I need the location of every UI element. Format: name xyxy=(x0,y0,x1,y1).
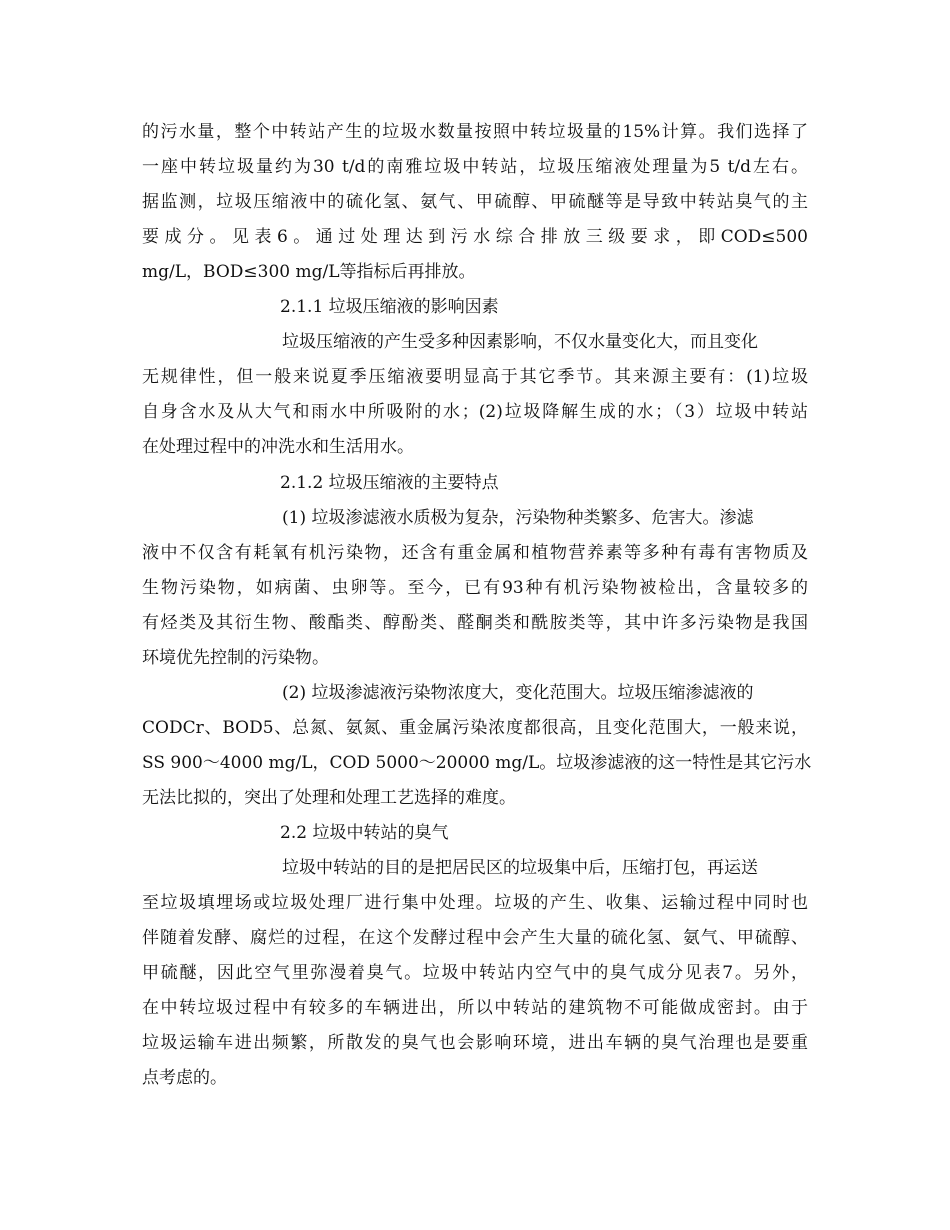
body-text-line: 垃圾运输车进出频繁，所散发的臭气也会影响环境，进出车辆的臭气治理也是要重 xyxy=(142,1033,808,1053)
body-text-line: 一座中转垃圾量约为30 t/d的南雅垃圾中转站，垃圾压缩液处理量为5 t/d左右。 xyxy=(142,157,808,177)
body-text-line: 伴随着发酵、腐烂的过程，在这个发酵过程中会产生大量的硫化氢、氨气、甲硫醇、 xyxy=(142,928,808,948)
body-text-line: 在处理过程中的冲洗水和生活用水。 xyxy=(142,437,414,457)
body-text-line: 生物污染物，如病菌、虫卵等。至今，已有93种有机污染物被检出，含量较多的 xyxy=(142,578,808,598)
body-text-line: 的污水量，整个中转站产生的垃圾水数量按照中转垃圾量的15%计算。我们选择了 xyxy=(142,122,808,142)
body-text-line: 自身含水及从大气和雨水中所吸附的水；(2)垃圾降解生成的水；（3）垃圾中转站 xyxy=(142,402,808,422)
body-text-line: (2) 垃圾渗滤液污染物浓度大，变化范围大。垃圾压缩渗滤液的 xyxy=(282,683,754,703)
body-text-line: 无规律性，但一般来说夏季压缩液要明显高于其它季节。其来源主要有：(1)垃圾 xyxy=(142,367,808,387)
section-heading: 2.1.1 垃圾压缩液的影响因素 xyxy=(280,297,499,317)
body-text-line: 液中不仅含有耗氧有机污染物，还含有重金属和植物营养素等多种有毒有害物质及 xyxy=(142,543,808,563)
body-text-line: 点考虑的。 xyxy=(142,1068,227,1088)
body-text-line: 要成分。见表6。通过处理达到污水综合排放三级要求，即COD≤500 xyxy=(142,227,808,247)
body-text-line: 甲硫醚，因此空气里弥漫着臭气。垃圾中转站内空气中的臭气成分见表7。另外， xyxy=(142,963,808,983)
body-text-line: 垃圾中转站的目的是把居民区的垃圾集中后，压缩打包，再运送 xyxy=(282,858,758,878)
body-text-line: 环境优先控制的污染物。 xyxy=(142,648,329,668)
body-text-line: 无法比拟的，突出了处理和处理工艺选择的难度。 xyxy=(142,788,516,808)
body-text-line: 据监测，垃圾压缩液中的硫化氢、氨气、甲硫醇、甲硫醚等是导致中转站臭气的主 xyxy=(142,192,808,212)
body-text-line: (1) 垃圾渗滤液水质极为复杂，污染物种类繁多、危害大。渗滤 xyxy=(282,508,754,528)
body-text-line: mg/L，BOD≤300 mg/L等指标后再排放。 xyxy=(142,262,476,282)
section-heading: 2.2 垃圾中转站的臭气 xyxy=(280,823,449,843)
body-text-line: 在中转垃圾过程中有较多的车辆进出，所以中转站的建筑物不可能做成密封。由于 xyxy=(142,998,808,1018)
body-text-line: 有烃类及其衍生物、酸酯类、醇酚类、醛酮类和酰胺类等，其中许多污染物是我国 xyxy=(142,613,808,633)
body-text-line: 垃圾压缩液的产生受多种因素影响，不仅水量变化大，而且变化 xyxy=(282,332,758,352)
body-text-line: 至垃圾填埋场或垃圾处理厂进行集中处理。垃圾的产生、收集、运输过程中同时也 xyxy=(142,893,808,913)
section-heading: 2.1.2 垃圾压缩液的主要特点 xyxy=(280,473,499,493)
body-text-line: SS 900～4000 mg/L，COD 5000～20000 mg/L。垃圾渗滤液的这一特性是其它污水 xyxy=(142,753,812,773)
body-text-line: CODCr、BOD5、总氮、氨氮、重金属污染浓度都很高，且变化范围大，一般来说， xyxy=(142,718,808,738)
